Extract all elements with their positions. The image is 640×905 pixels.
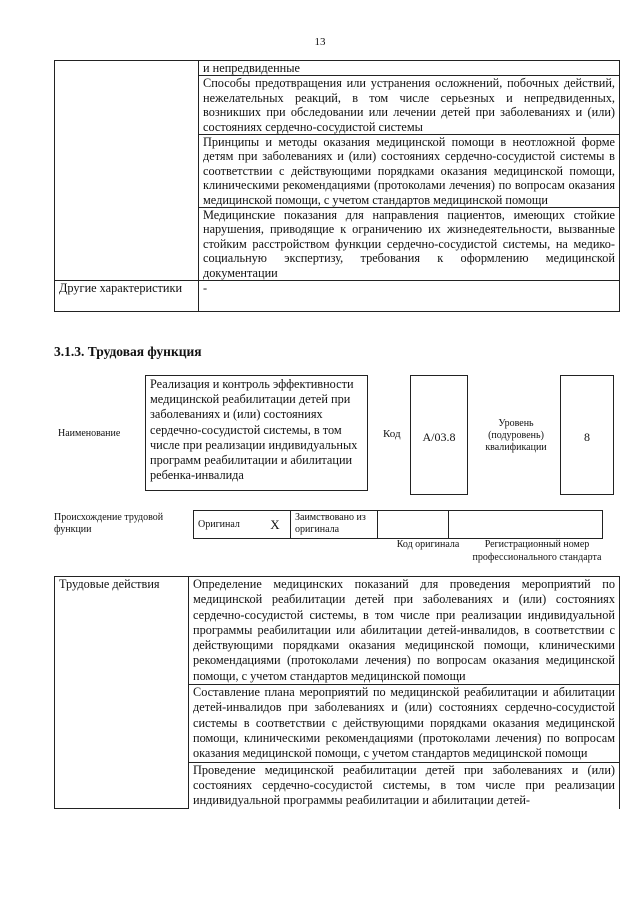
labour-actions-label: Трудовые действия [55, 577, 189, 809]
table-row [194, 511, 603, 539]
table-row [55, 577, 620, 685]
table-cell: Составление плана мероприятий по медицинской реабилитации и абилитации детей-инвалидов при заболеваниях и (или) состояниях сердечно-сосудистой системы в соответствии с действующими порядками оказания медицинской помощи, клиническими рекомендациями (протоколами лечения) по вопросам оказания медицинской помощи, с учетом стандартов медицинской помощи [189, 685, 620, 762]
qualification-level-label: Уровень (подуровень) квалификации [485, 418, 547, 453]
other-characteristics-label: Другие характеристики [55, 281, 199, 312]
table-cell: Способы предотвращения или устранения осложнений, побочных действий, нежелательных реакций, в том числе серьезных и непредвиденных, возникших при обследовании или лечении детей при заболеваниях и (или) состояниях сердечно-сосудистой системы [199, 76, 620, 135]
other-characteristics-value: - [199, 281, 620, 312]
table-label-cell [55, 61, 199, 281]
original-mark: X [260, 511, 291, 539]
name-label: Наименование [58, 428, 121, 439]
table-cell-clipped [189, 762, 620, 809]
registration-number-cell [449, 511, 603, 539]
function-code-box: A/03.8 [410, 375, 468, 495]
table-cell: и непредвиденные [199, 61, 620, 76]
registration-number-note: Регистрационный номер профессионального стандарта [472, 539, 602, 563]
origin-table [193, 510, 603, 539]
table-cell-text: Проведение медицинской реабилитации детей при заболеваниях и (или) состояниях сердечно-сосудистой системы, в том числе при реализации индивидуальной программы реабилитации и абилитации детей- [193, 762, 615, 808]
origin-code-note: Код оригинала [396, 539, 460, 550]
function-title-box: Реализация и контроль эффективности медицинской реабилитации детей при заболеваниях и (или) состояниях сердечно-сосудистой системы, в том числе при реализации индивидуальных программ реабилитации и абилитации ребенка-инвалида [145, 375, 368, 491]
knowledge-table [54, 60, 620, 312]
table-cell: Определение медицинских показаний для проведения мероприятий по медицинской реабилитации детей при заболеваниях и (или) состояниях сердечно-сосудистой системы, в том числе при реализации индивидуальной программы реабилитации или абилитации детей-инвалидов, в соответствии с действующими порядками оказания медицинской помощи, клиническими рекомендациями (протоколами лечения) по вопросам оказания медицинской помощи, с учетом стандартов медицинской помощи [189, 577, 620, 685]
labour-actions-table [54, 576, 620, 809]
table-row [55, 281, 620, 312]
page-number: 13 [314, 36, 326, 48]
original-label: Оригинал [194, 511, 261, 539]
qualification-level-box: 8 [560, 375, 614, 495]
code-label: Код [383, 428, 401, 440]
section-heading: 3.1.3. Трудовая функция [54, 344, 202, 359]
borrowed-label: Заимствовано из оригинала [291, 511, 378, 539]
table-cell: Принципы и методы оказания медицинской помощи в неотложной форме детям при заболеваниях и (или) состояниях сердечно-сосудистой системы в соответствии с действующими порядками оказания медицинской помощи, клиническими рекомендациями (протоколами лечения) по вопросам оказания медицинской помощи, с учетом стандартов медицинской помощи [199, 135, 620, 208]
origin-code-cell [378, 511, 449, 539]
table-cell: Медицинские показания для направления пациентов, имеющих стойкие нарушения, приводящие к ограничению их жизнедеятельности, вызванные стойким расстройством функции сердечно-сосудистой системы, на медико-социальную экспертизу, требования к оформлению медицинской документации [199, 208, 620, 281]
table-row [55, 61, 620, 76]
origin-label: Происхождение трудовой функции [54, 512, 164, 535]
